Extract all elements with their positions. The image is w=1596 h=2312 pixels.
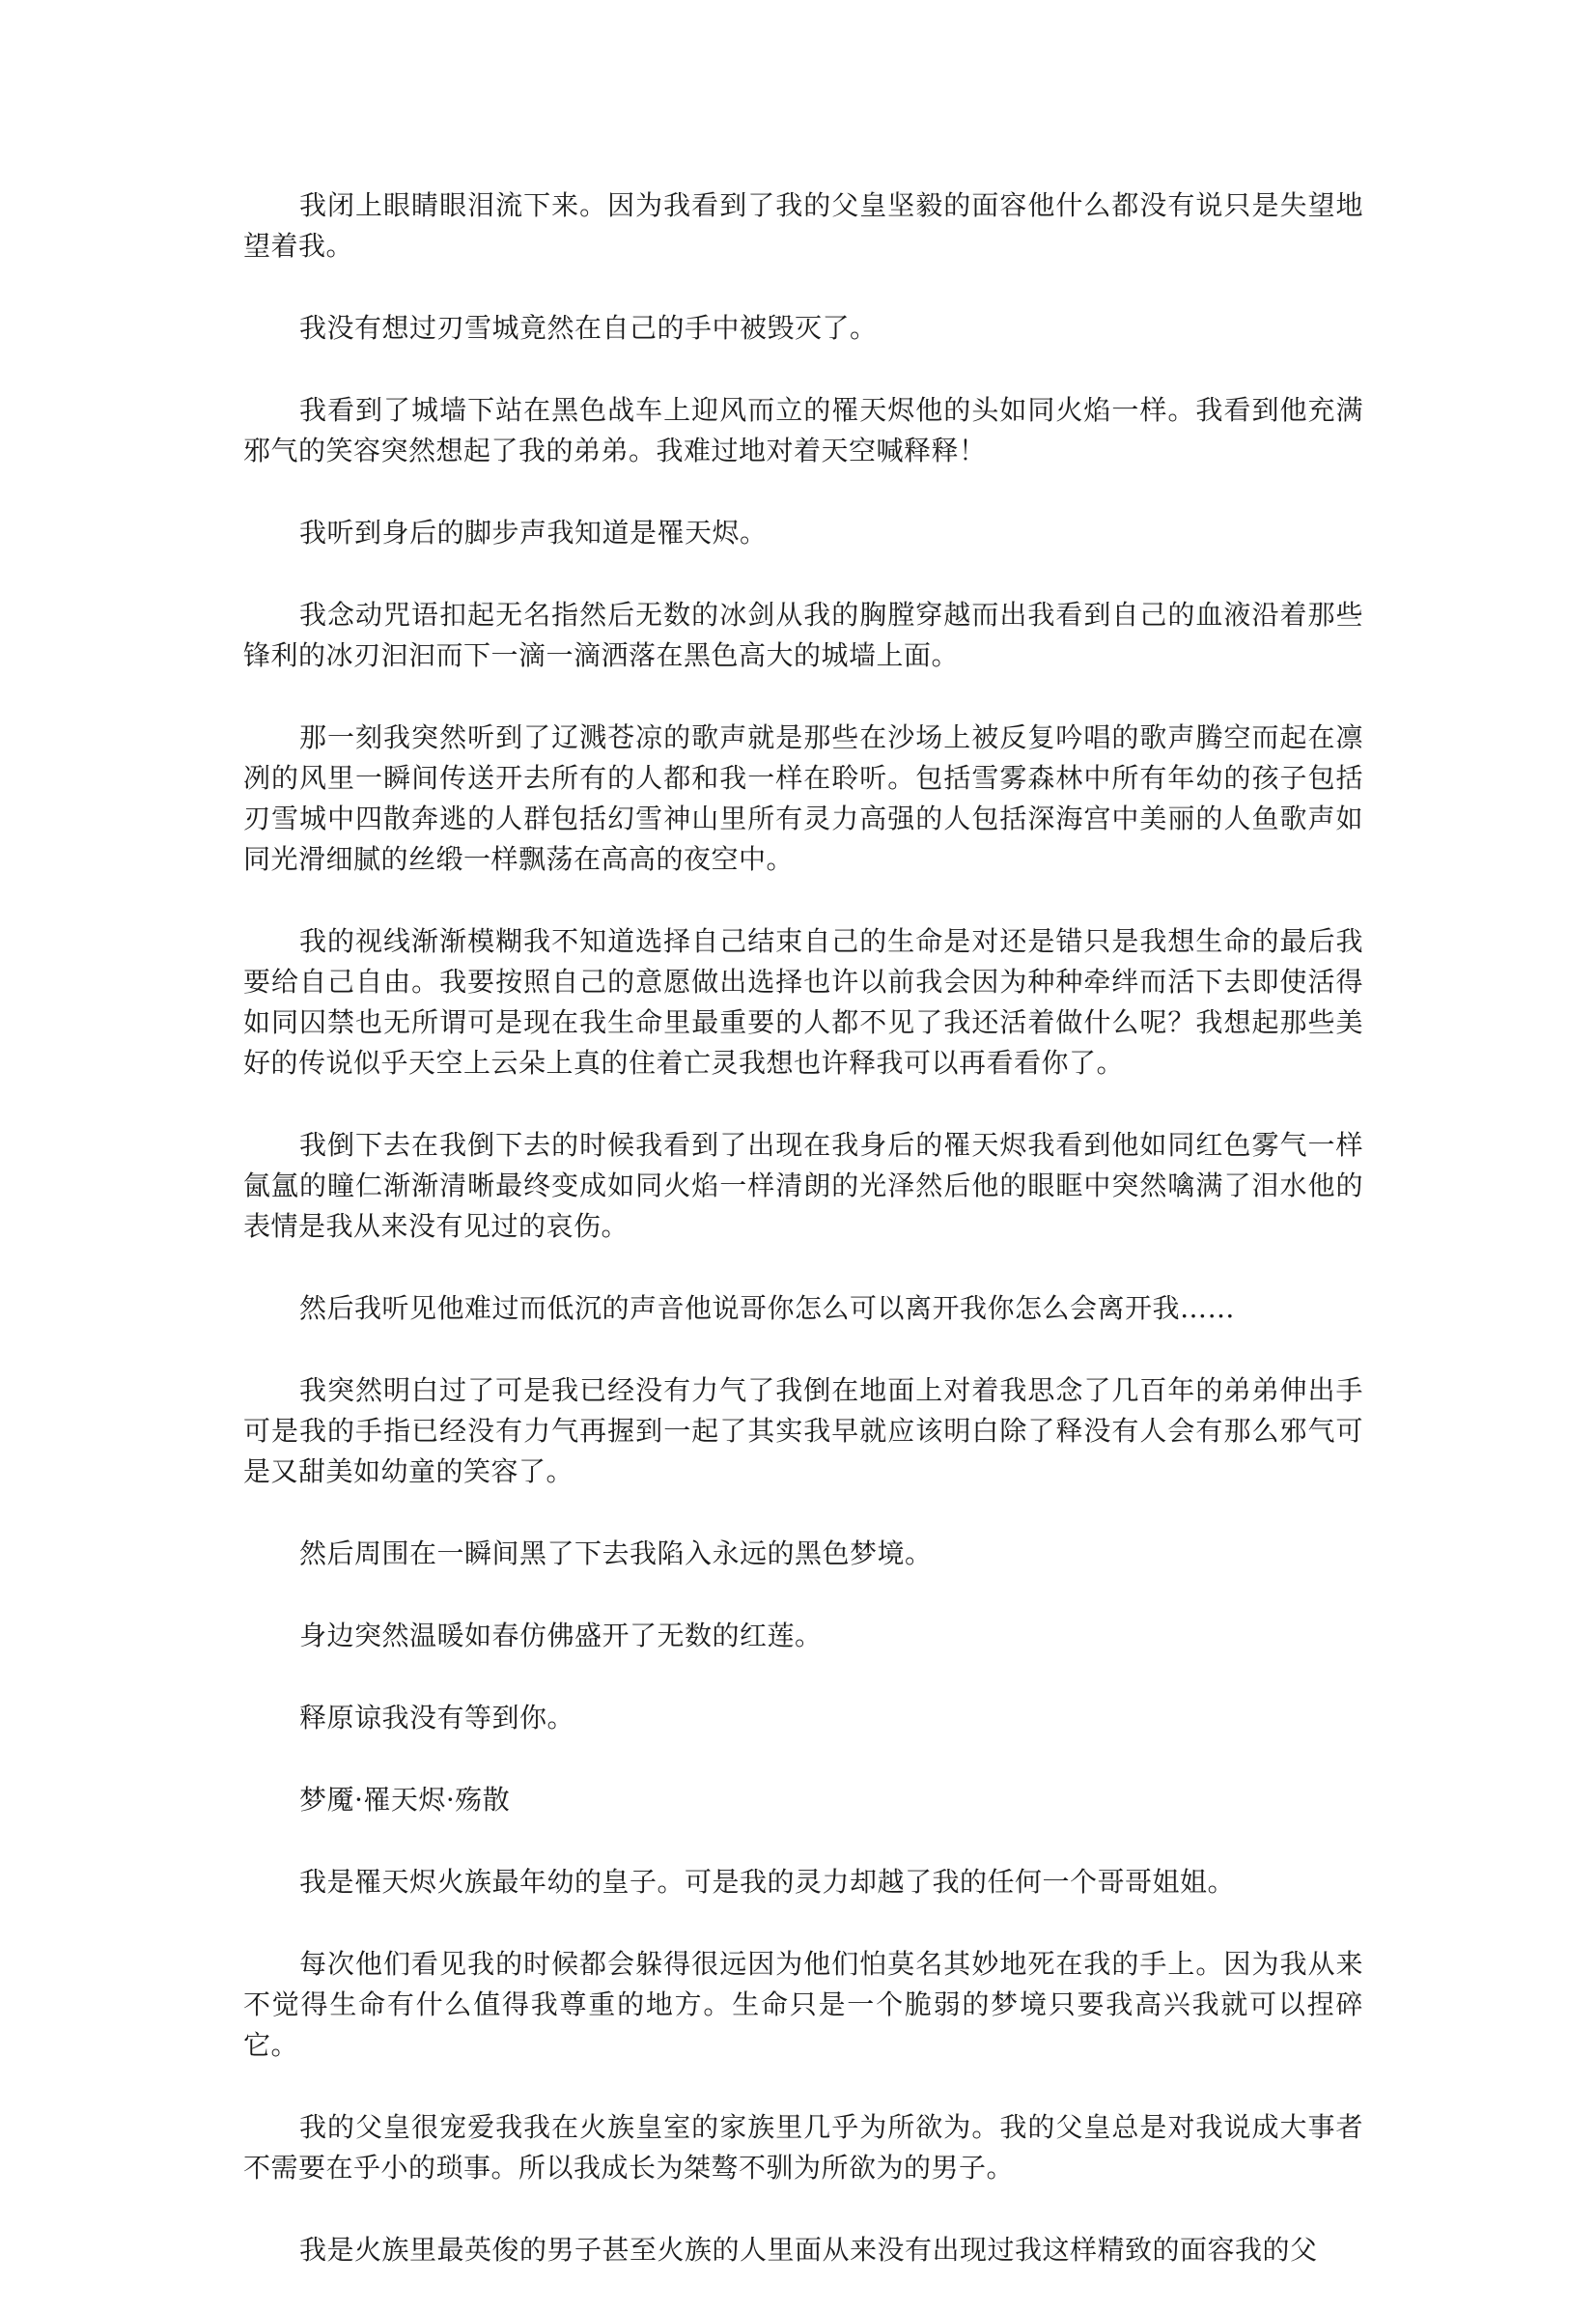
paragraph-12: 身边突然温暖如春仿佛盛开了无数的红莲。 [299,1620,823,1651]
paragraph-17: 我的父皇很宠爱我我在火族皇室的家族里几乎为所欲为。我的父皇总是对我说成大事者不需要在乎小的琐事。所以我成长为桀骜不驯为所欲为的男子。 [243,2111,1363,2184]
paragraph-1: 我闭上眼睛眼泪流下来。因为我看到了我的父皇坚毅的面容他什么都没有说只是失望地望着我。 [243,189,1363,262]
paragraph-6: 那一刻我突然听到了辽溅苍凉的歌声就是那些在沙场上被反复吟唱的歌声腾空而起在凛冽的风里一瞬间传送开去所有的人都和我一样在聆听。包括雪雾森林中所有年幼的孩子包括刃雪城中四散奔逃的人群包括幻雪神山里所有灵力高强的人包括深海宫中美丽的人鱼歌声如同光滑细腻的丝缎一样飘荡在高高的夜空中。 [243,721,1363,875]
paragraph-16: 每次他们看见我的时候都会躲得很远因为他们怕莫名其妙地死在我的手上。因为我从来不觉得生命有什么值得我尊重的地方。生命只是一个脆弱的梦境只要我高兴我就可以捏碎它。 [243,1948,1363,2061]
section-heading: 梦魇·罹天烬·殇散 [299,1784,511,1816]
paragraph-10: 我突然明白过了可是我已经没有力气了我倒在地面上对着我思念了几百年的弟弟伸出手可是我的手指已经没有力气再握到一起了其实我早就应该明白除了释没有人会有那么邪气可是又甜美如幼童的笑容了。 [243,1374,1363,1487]
paragraph-5: 我念动咒语扣起无名指然后无数的冰剑从我的胸膛穿越而出我看到自己的血液沿着那些锋利的冰刃汩汩而下一滴一滴洒落在黑色高大的城墙上面。 [243,599,1363,671]
paragraph-4: 我听到身后的脚步声我知道是罹天烬。 [299,517,768,549]
paragraph-7: 我的视线渐渐模糊我不知道选择自己结束自己的生命是对还是错只是我想生命的最后我要给自己自由。我要按照自己的意愿做出选择也许以前我会因为种种牵绊而活下去即使活得如同囚禁也无所谓可是现在我生命里最重要的人都不见了我还活着做什么呢？我想起那些美好的传说似乎天空上云朵上真的住着亡灵我想也许释我可以再看看你了。 [243,925,1363,1079]
paragraph-18: 我是火族里最英俊的男子甚至火族的人里面从来没有出现过我这样精致的面容我的父 [299,2234,1318,2266]
paragraph-11: 然后周围在一瞬间黑了下去我陷入永远的黑色梦境。 [299,1537,933,1569]
paragraph-15: 我是罹天烬火族最年幼的皇子。可是我的灵力却越了我的任何一个哥哥姐姐。 [299,1866,1236,1898]
paragraph-2: 我没有想过刃雪城竟然在自己的手中被毁灭了。 [299,312,878,344]
paragraph-3: 我看到了城墙下站在黑色战车上迎风而立的罹天烬他的头如同火焰一样。我看到他充满邪气的笑容突然想起了我的弟弟。我难过地对着天空喊释释！ [243,394,1363,466]
document-body [243,185,1363,2312]
paragraph-8: 我倒下去在我倒下去的时候我看到了出现在我身后的罹天烬我看到他如同红色雾气一样氤氲的瞳仁渐渐清晰最终变成如同火焰一样清朗的光泽然后他的眼眶中突然噙满了泪水他的表情是我从来没有见过的哀伤。 [243,1129,1363,1242]
paragraph-13: 释原谅我没有等到你。 [299,1702,575,1734]
paragraph-9: 然后我听见他难过而低沉的声音他说哥你怎么可以离开我你怎么会离开我…… [299,1292,1236,1324]
